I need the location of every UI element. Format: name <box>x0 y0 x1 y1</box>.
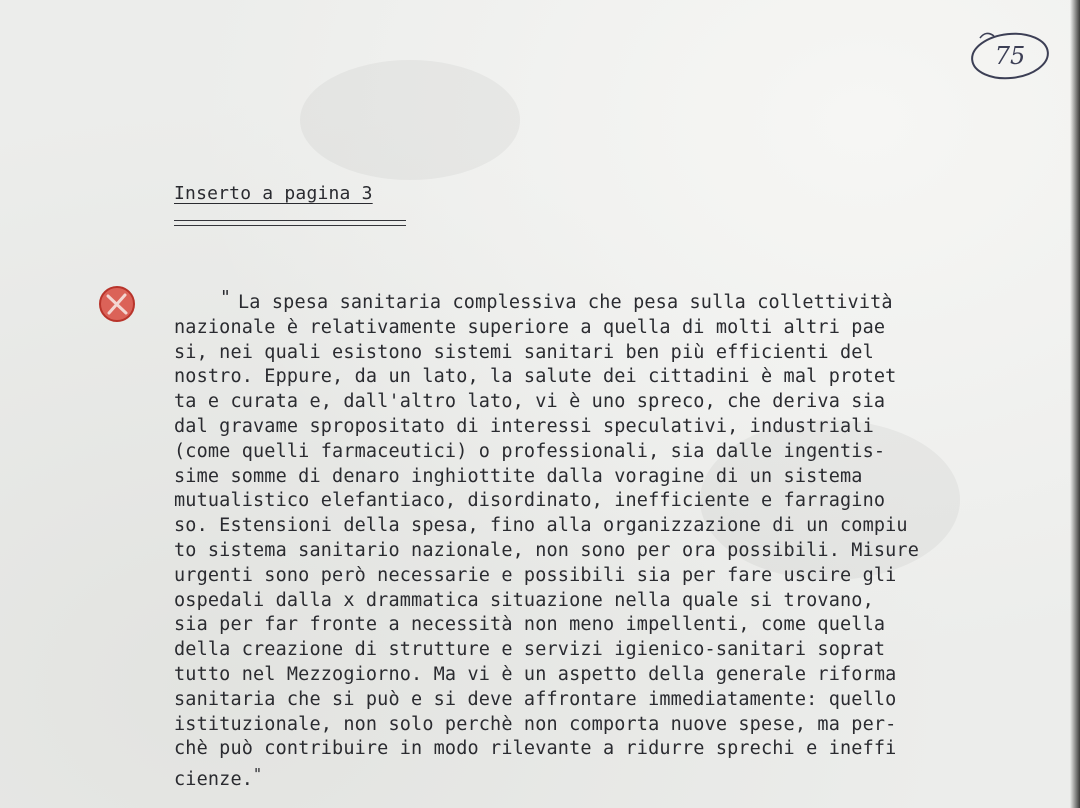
text-line-last <box>174 762 1054 791</box>
text-line: ta e curata e, dall'altro lato, vi è uno spreco, che deriva sia <box>174 391 886 413</box>
double-underline <box>174 220 406 226</box>
heading-block <box>174 182 414 226</box>
text-line: nostro. Eppure, da un lato, la salute dei cittadini è mal protet <box>174 366 897 388</box>
last-line-text: cienze. <box>174 769 254 791</box>
page-number-stamp <box>966 26 1052 84</box>
text-line: urgenti sono però necessarie e possibili sia per fare uscire gli <box>174 564 897 586</box>
paper-stain <box>300 60 520 180</box>
page-number-text: 75 <box>994 42 1026 70</box>
text-line: tutto nel Mezzogiorno. Ma vi è un aspetto della generale riforma <box>174 663 897 685</box>
text-line: (come quelli farmaceutici) o professionali, sia dalle ingentis- <box>174 440 886 462</box>
text-line: della creazione di strutture e servizi igienico-sanitari soprat <box>174 639 886 661</box>
text-line: ospedali dalla x drammatica situazione nella quale si trovano, <box>174 589 874 611</box>
body-paragraph <box>174 291 1054 791</box>
red-cross-mark-icon <box>96 283 138 325</box>
text-line: istituzionale, non solo perchè non comporta nuove spese, ma per- <box>174 713 897 735</box>
text-line: si, nei quali esistono sistemi sanitari ben più efficienti del <box>174 341 874 363</box>
text-line: sia per far fronte a necessità non meno impellenti, come quella <box>174 614 886 636</box>
page-heading: Inserto a pagina 3 <box>174 183 373 204</box>
text-line: chè può contribuire in modo rilevante a ridurre sprechi e ineffi <box>174 738 897 760</box>
text-line: sanitaria che si può e si deve affrontare immediatamente: quello <box>174 688 897 710</box>
text-line: sime somme di denaro inghiottite dalla voragine di un sistema <box>174 465 863 487</box>
opening-quote: " <box>220 287 231 308</box>
closing-quote: " <box>253 765 263 784</box>
text-line: to sistema sanitario nazionale, non sono per ora possibili. Misure <box>174 539 920 561</box>
text-line: La spesa sanitaria complessiva che pesa sulla collettività <box>238 292 893 313</box>
text-line: mutualistico elefantiaco, disordinato, inefficiente e farragino <box>174 490 886 512</box>
text-line: dal gravame spropositato di interessi speculativi, industriali <box>174 415 874 437</box>
text-line: nazionale è relativamente superiore a quella di molti altri pae <box>174 316 886 338</box>
page-edge-shadow <box>1070 0 1080 808</box>
text-line: so. Estensioni della spesa, fino alla organizzazione di un compiu <box>174 515 908 537</box>
